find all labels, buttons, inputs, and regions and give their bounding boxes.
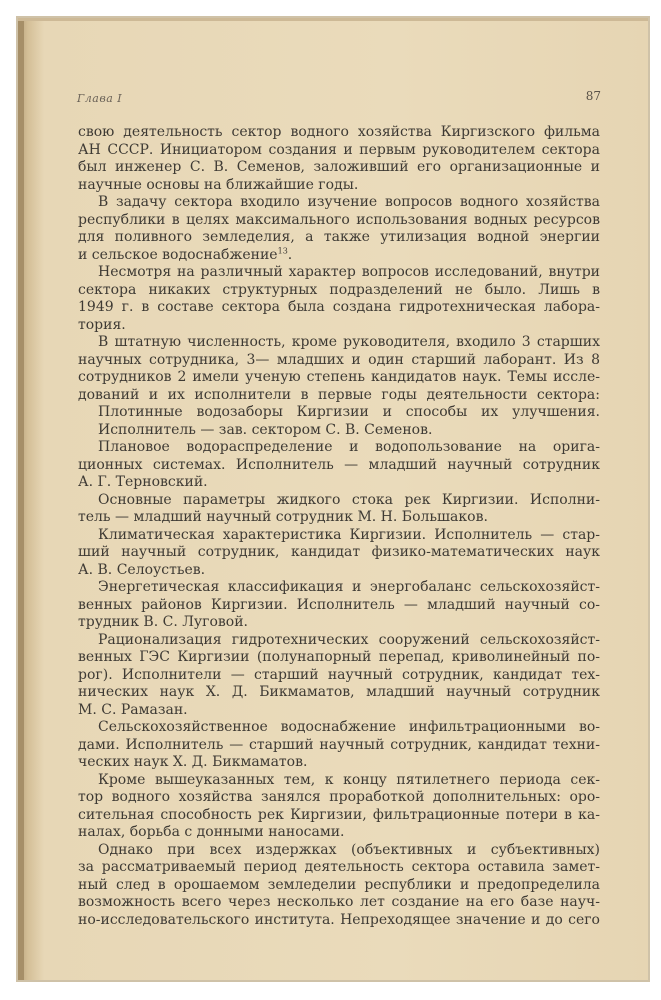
text-line: Основные параметры жидкого стока рек Киргизии. Исполни-: [98, 491, 600, 508]
text-line: ный след в орошаемом земледелии республики и предопределила: [78, 876, 600, 893]
text-line: свою деятельность сектор водного хозяйства Киргизского фильма: [78, 124, 600, 140]
text-line: Сельскохозяйственное водоснабжение инфильтрационными во-: [98, 719, 600, 735]
text-line: трудник В. С. Луговой.: [78, 614, 249, 630]
body-text: [78, 124, 600, 929]
text-line: нических наук Х. Д. Бикмаматов, младший научный сотрудник: [78, 684, 600, 700]
text-line: был инженер С. В. Семенов, заложивший его организационные и: [78, 159, 600, 175]
text-line: сотрудников 2 имели ученую степень кандидатов наук. Темы иссле-: [78, 369, 600, 385]
text-line: М. С. Рамазан.: [78, 701, 188, 718]
page-number: 87: [585, 89, 601, 103]
text-line: венных районов Киргизии. Исполнитель — младший научный со-: [78, 596, 600, 613]
text-line: Плотинные водозаборы Киргизии и способы их улучшения.: [98, 404, 600, 420]
text-line: дований и их исполнители в первые годы деятельности сектора:: [78, 386, 600, 403]
chapter-title: Глава I: [77, 92, 123, 105]
page-top-edge: [18, 18, 648, 21]
text-line: Кроме вышеуказанных тем, к концу пятилетнего периода сек-: [98, 771, 600, 788]
text-line: ческих наук Х. Д. Бикмаматов.: [78, 754, 308, 770]
text-fragment: .: [287, 246, 293, 263]
text-line: тор водного хозяйства занялся проработкой дополнительных: оро-: [78, 789, 600, 805]
text-line: А. Г. Терновский.: [78, 474, 208, 490]
footnote-reference: 13: [277, 246, 288, 255]
text-line: тель — младший научный сотрудник М. Н. Большаков.: [78, 509, 488, 525]
text-line: но-исследовательского института. Непреходящее значение и до сего: [78, 911, 600, 928]
text-line: Однако при всех издержках (объективных и субъективных): [98, 841, 600, 858]
text-line: АН СССР. Инициатором создания и первым руководителем сектора: [78, 141, 600, 158]
text-line: А. В. Селоустьев.: [78, 561, 206, 578]
text-line: тория.: [78, 316, 126, 333]
text-line: Несмотря на различный характер вопросов исследований, внутри: [98, 264, 600, 280]
text-line-with-footnote: [78, 247, 600, 265]
text-line: дами. Исполнитель — старший научный сотрудник, кандидат техни-: [78, 736, 600, 753]
text-line: Исполнитель — зав. сектором С. В. Семенов.: [98, 421, 433, 438]
text-line: Плановое водораспределение и водопользование на орига-: [98, 439, 600, 455]
text-line: 1949 г. в составе сектора была создана гидротехническая лабора-: [78, 299, 600, 315]
text-line: ший научный сотрудник, кандидат физико-математических наук: [78, 544, 600, 560]
text-line: для поливного земледелия, а также утилизация водной энергии: [78, 229, 600, 245]
text-line: налах, борьба с донными наносами.: [78, 824, 345, 840]
text-line: рог). Исполнители — старший научный сотрудник, кандидат тех-: [78, 666, 600, 683]
text-line: ционных системах. Исполнитель — младший научный сотрудник: [78, 456, 600, 473]
text-line: Рационализация гидротехнических сооружений сельскохозяйст-: [98, 631, 600, 648]
text-line: венных ГЭС Киргизии (полунапорный перепад, криволинейный по-: [78, 649, 600, 665]
text-line: научные основы на ближайшие годы.: [78, 176, 359, 193]
text-line: возможность всего через несколько лет создание на его базе науч-: [78, 894, 600, 910]
text-line: сектора никаких структурных подразделений не было. Лишь в: [78, 281, 600, 298]
text-line: Энергетическая классификация и энергобаланс сельскохозяйст-: [98, 579, 600, 595]
running-head: [77, 89, 601, 108]
text-fragment: и сельское водоснабжение: [78, 246, 278, 263]
text-line: республики в целях максимального использования водных ресурсов: [78, 211, 600, 228]
text-line: В задачу сектора входило изучение вопросов водного хозяйства: [98, 194, 600, 210]
page-binding-edge: [18, 18, 24, 980]
text-line: за рассматриваемый период деятельность сектора оставила замет-: [78, 859, 600, 875]
text-line: В штатную численность, кроме руководителя, входило 3 старших: [98, 334, 600, 350]
text-line: сительная способность рек Киргизии, фильтрационные потери в ка-: [78, 806, 600, 823]
text-line: Климатическая характеристика Киргизии. Исполнитель — стар-: [98, 526, 600, 543]
text-line: научных сотрудника, 3— младших и один старший лаборант. Из 8: [78, 351, 600, 368]
